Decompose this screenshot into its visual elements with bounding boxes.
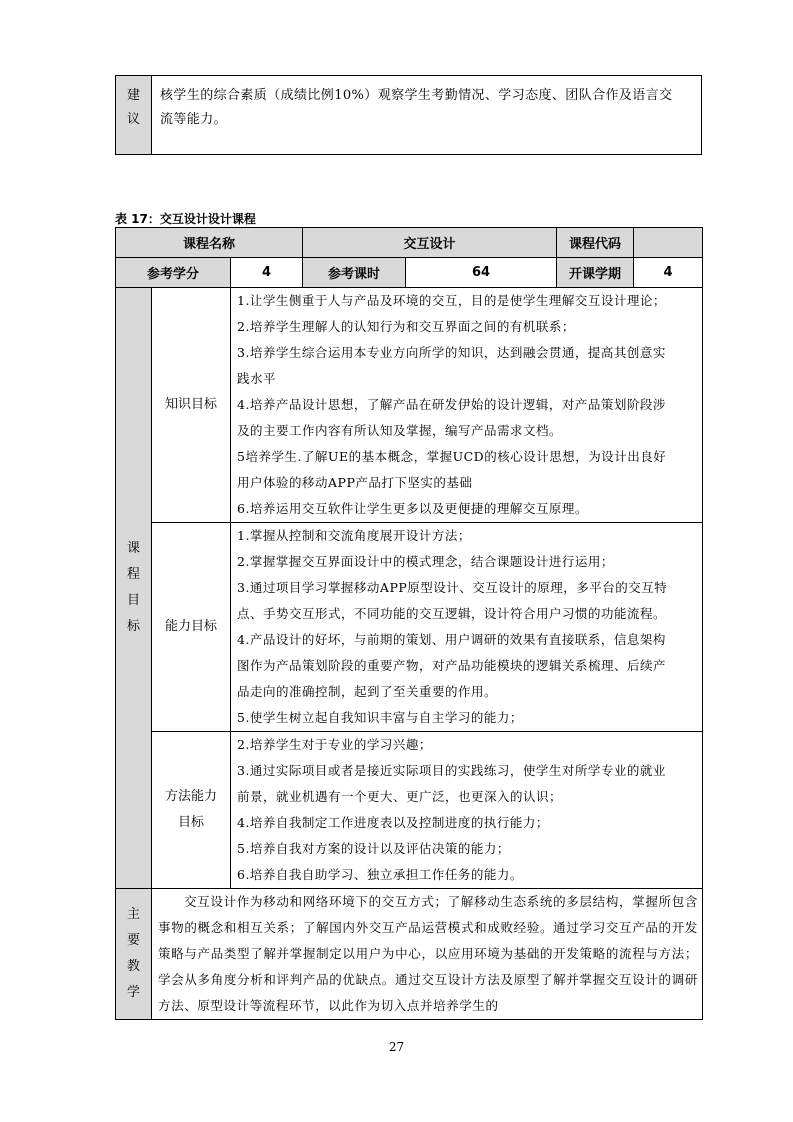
knowledge-line: 及的主要工作内容有所认知及掌握，编写产品需求文档。 [237, 423, 563, 438]
knowledge-label: 知识目标 [152, 288, 231, 523]
method-label [152, 732, 231, 889]
suggestion-line: 流等能力。 [160, 112, 228, 127]
course-name-row [116, 228, 703, 258]
knowledge-line: 3.培养学生综合运用本专业方向所学的知识，达到融会贯通，提高其创意实 [237, 345, 666, 360]
knowledge-line: 2.培养学生理解人的认知行为和交互界面之间的有机联系； [237, 319, 575, 334]
course-meta-row [116, 258, 703, 288]
method-row [116, 732, 703, 889]
hours-value: 64 [406, 258, 557, 288]
teaching-row [116, 889, 703, 1020]
ability-line: 5.使学生树立起自我知识丰富与自主学习的能力； [237, 710, 523, 725]
ability-line: 2.掌握掌握交互界面设计中的模式理念，结合课题设计进行运用； [237, 554, 614, 569]
objectives-label-char: 目 [126, 593, 140, 608]
ability-line: 品走向的准确控制，起到了至关重要的作用。 [237, 684, 498, 699]
method-line: 6.培养自我自助学习、独立承担工作任务的能力。 [237, 867, 523, 882]
page-number: 27 [388, 1040, 405, 1054]
ability-row [116, 523, 703, 732]
hours-label: 参考课时 [303, 258, 406, 288]
knowledge-line: 1.让学生侧重于人与产品及环境的交互，目的是使学生理解交互设计理论； [237, 293, 666, 308]
knowledge-line: 践水平 [237, 371, 277, 386]
suggestion-text [152, 76, 701, 154]
suggestion-line: 核学生的综合素质（成绩比例10%）观察学生考勤情况、学习态度、团队合作及语言交 [160, 88, 673, 103]
method-line: 4.培养自我制定工作进度表以及控制进度的执行能力； [237, 815, 549, 830]
course-code-label: 课程代码 [557, 228, 634, 258]
teaching-label [116, 889, 152, 1020]
teaching-content [152, 889, 703, 1020]
course-name-label: 课程名称 [116, 228, 303, 258]
credit-value: 4 [231, 258, 303, 288]
teaching-label-char: 学 [126, 985, 140, 1000]
ability-label: 能力目标 [152, 523, 231, 732]
ability-line: 1.掌握从控制和交流角度展开设计方法； [237, 528, 471, 543]
knowledge-line: 用户体验的移动APP产品打下坚实的基础 [237, 475, 473, 490]
suggestion-table [115, 75, 702, 155]
objectives-label-char: 课 [126, 541, 140, 556]
ability-line: 4.产品设计的好坏，与前期的策划、用户调研的效果有直接联系，信息架构 [237, 632, 666, 647]
objectives-label [116, 288, 152, 889]
method-line: 5.培养自我对方案的设计以及评估决策的能力； [237, 841, 510, 856]
teaching-text: 交互设计作为移动和网络环境下的交互方式；了解移动生态系统的多层结构，掌握所包含事物的概念和相互关系；了解国内外交互产品运营模式和成败经验。通过学习交互产品的开发策略与产品类型了解并掌握制定以用户为中心，以应用环境为基础的开发策略的流程与方法；学会从多角度分析和评判产品的优缺点。通过交互设计方法及原型了解并掌握交互设计的调研方法、原型设计等流程环节，以此作为切入点并培养学生的 [158, 894, 699, 1013]
method-label-line: 目标 [177, 815, 204, 830]
course-table [115, 227, 703, 1020]
credit-label: 参考学分 [116, 258, 231, 288]
teaching-label-char: 主 [126, 907, 140, 922]
table-caption: 表 17：交互设计设计课程 [115, 212, 256, 226]
teaching-label-char: 教 [126, 959, 140, 974]
method-line: 前景，就业机遇有一个更大、更广泛，也更深入的认识； [237, 789, 563, 804]
method-line: 2.培养学生对于专业的学习兴趣； [237, 737, 432, 752]
method-items [231, 732, 703, 889]
knowledge-items [231, 288, 703, 523]
method-label-line: 方法能力 [164, 789, 217, 804]
ability-line: 图作为产品策划阶段的重要产物，对产品功能模块的逻辑关系梳理、后续产 [237, 658, 667, 673]
teaching-label-char: 要 [126, 933, 140, 948]
course-code-value [634, 228, 703, 258]
suggestion-label-char: 议 [126, 112, 140, 127]
objectives-label-char: 程 [126, 567, 140, 582]
knowledge-line: 4.培养产品设计思想，了解产品在研发伊始的设计逻辑，对产品策划阶段涉 [237, 397, 666, 412]
suggestion-label [116, 76, 152, 154]
ability-items [231, 523, 703, 732]
knowledge-line: 5培养学生.了解UE的基本概念，掌握UCD的核心设计思想，为设计出良好 [237, 449, 667, 464]
suggestion-label-char: 建 [126, 88, 140, 103]
method-line: 3.通过实际项目或者是接近实际项目的实践练习，使学生对所学专业的就业 [237, 763, 666, 778]
knowledge-line: 6.培养运用交互软件让学生更多以及更便捷的理解交互原理。 [237, 501, 588, 516]
course-name-value: 交互设计 [303, 228, 557, 258]
semester-value: 4 [634, 258, 703, 288]
ability-line: 点、手势交互形式，不同功能的交互逻辑，设计符合用户习惯的功能流程。 [237, 606, 667, 621]
semester-label: 开课学期 [557, 258, 634, 288]
objectives-label-char: 标 [126, 619, 140, 634]
knowledge-row [116, 288, 703, 523]
ability-line: 3.通过项目学习掌握移动APP原型设计、交互设计的原理，多平台的交互特 [237, 580, 668, 595]
